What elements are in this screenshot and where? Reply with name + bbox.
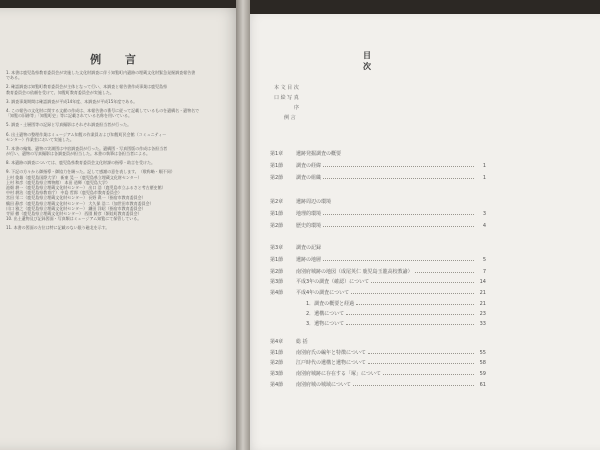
toc-leader-dots — [323, 175, 474, 179]
book-gutter — [236, 0, 250, 450]
front-matter-item: 口 絵 写 真 — [274, 95, 299, 101]
preface-line: 上村 俊雄（鹿児島国際大学） 新東 晃一（鹿児島県立埋蔵文化財センター） — [6, 174, 142, 180]
toc-leader-dots — [415, 269, 474, 273]
toc-page-number: 1 — [482, 163, 486, 169]
toc-leader-dots — [323, 211, 474, 215]
toc-leader-dots — [383, 371, 474, 375]
toc-page-number: 5 — [482, 257, 486, 263]
toc-entry-title: 地理的環境 — [296, 211, 322, 217]
preface-line: 5. 調査・土層図等の記録と写真撮影はそれぞれ調査担当者が行った。 — [6, 122, 132, 128]
toc-row[interactable] — [270, 268, 486, 274]
preface-line: 池畑 耕一（鹿児島県立埋蔵文化財センター） 出口 浩（鹿児島市立ふるさと考古歴史館） — [6, 185, 166, 190]
toc-row[interactable] — [270, 278, 486, 284]
toc-row[interactable] — [270, 256, 486, 262]
toc-page-number: 1 — [482, 175, 486, 181]
toc-leader-dots — [356, 301, 474, 305]
toc-entry-title: 江戸時代の遺構と遺物について — [296, 360, 366, 366]
preface-line: 上村 和彦（鹿児島県立博物館） 本田 道輝（鹿児島大学） — [6, 179, 110, 185]
page-title: 例 言 — [90, 53, 146, 66]
toc-number: 第4章 — [270, 339, 284, 345]
preface-line: 宮田 栄二（鹿児島県立埋蔵文化財センター） 長野 眞一（指宿市教育委員会） — [6, 195, 146, 201]
toc-entry-title: 南別府城の城域について — [296, 382, 351, 388]
preface-line: 10. 出土遺物及び記録図面・写真類はミュージアム知覧にて保管している。 — [6, 216, 142, 222]
toc-leader-dots — [368, 350, 474, 354]
right-page — [244, 14, 600, 450]
preface-line: 4. この報告の文化財に関する文献の作成は、本報告書の番号に従って記載しているものを遺構名・遺物名で — [6, 107, 200, 113]
toc-entry-title: 遺跡周辺の環境 — [296, 199, 332, 205]
toc-number: 第3章 — [270, 245, 284, 251]
preface-line: である。 — [6, 75, 22, 81]
toc-leader-dots — [323, 163, 474, 167]
toc-entry-title: 3．遺物について — [306, 321, 345, 327]
toc-leader-dots — [346, 311, 474, 315]
toc-number: 第2節 — [270, 269, 284, 275]
toc-page-number: 23 — [479, 311, 486, 317]
toc-leader-dots — [371, 279, 474, 283]
toc-page-number: 21 — [479, 301, 486, 307]
toc-entry-title: 南別府城跡の地図（成尾英仁 鹿児島玉龍高校教諭） — [296, 269, 413, 275]
toc-entry-title: 遺跡発掘調査の概要 — [296, 151, 342, 157]
toc-number: 第1節 — [270, 211, 284, 217]
toc-entry-title: 2．遺構について — [306, 311, 345, 317]
preface-line: 9. 下記の方々から御指導・御協力を賜った。記して感謝の意を表します。（敬称略・順不同） — [6, 169, 175, 175]
toc-row[interactable] — [270, 210, 486, 216]
toc-number: 第3節 — [270, 279, 284, 285]
preface-line: 8. 本遺跡の調査については、鹿児島県教育委員会文化財課の指導・助言を受けた。 — [6, 160, 156, 166]
toc-entry-title: 南別府氏の編年と特徴について — [296, 350, 366, 356]
toc-leader-dots — [351, 290, 474, 294]
toc-entry-title: 調査の記録 — [296, 245, 322, 251]
toc-page-number: 59 — [479, 371, 486, 377]
preface-line: 「知覧の旧跡等」「知覧町史」等に記載されている名称を用いている。 — [6, 113, 132, 119]
preface-line: 7. 本書の編集、遺物の実測図は中宿調査員が行った。遺構図・写真図版の作成は各担当者 — [6, 145, 168, 151]
toc-row[interactable] — [270, 338, 486, 344]
toc-page-number: 58 — [479, 360, 486, 366]
preface-line: 2. 確認調査は知覧町教育委員会が主体となって行い、本調査と報告書作成事業は鹿児島県 — [6, 84, 168, 90]
toc-number: 第4節 — [270, 290, 284, 296]
toc-number: 第2節 — [270, 360, 284, 366]
toc-number: 第1節 — [270, 350, 284, 356]
toc-row[interactable] — [270, 370, 486, 376]
toc-row[interactable] — [270, 150, 486, 156]
toc-entry-title: 総 括 — [296, 339, 308, 345]
toc-page-number: 21 — [479, 290, 486, 296]
preface-line: 川口 雅之（鹿児島県立埋蔵文化財センター） 鎌田 洋昭（指宿市教育委員会） — [6, 205, 146, 211]
toc-entry-title: 調査の経緯 — [296, 163, 322, 169]
front-matter-item: 序 — [294, 105, 300, 111]
toc-entry-title: 平成4年の調査について — [296, 290, 350, 296]
toc-number: 第1章 — [270, 151, 284, 157]
toc-row[interactable] — [270, 359, 486, 365]
toc-leader-dots — [323, 223, 474, 227]
preface-line: 教育委員会の依頼を受けて、知覧町教育委員会が実施した。 — [6, 89, 114, 95]
toc-number: 第1節 — [270, 163, 284, 169]
toc-number: 第2章 — [270, 199, 284, 205]
toc-row[interactable] — [270, 289, 486, 295]
preface-line: 11. 本書の図面の方位は特に記載のない限り磁北を示す。 — [6, 225, 110, 231]
front-matter-item: 本 文 目 次 — [274, 85, 299, 91]
toc-page-number: 33 — [479, 321, 486, 327]
preface-line: 6. 出土遺物の整理作業はミュージアム知覧の作業員および知覧町民会館（コミュニティー — [6, 131, 167, 137]
front-matter-item: 例 言 — [284, 115, 296, 121]
toc-entry-title: 南別府城跡に存在する「塚」について — [296, 371, 381, 377]
preface-line: センター）作業室において実施した。 — [6, 136, 74, 142]
toc-number: 第2節 — [270, 223, 284, 229]
toc-number: 第4節 — [270, 382, 284, 388]
toc-page-number: 7 — [482, 269, 486, 275]
toc-row[interactable] — [270, 174, 486, 180]
toc-leader-dots — [323, 257, 474, 261]
left-page — [0, 8, 244, 450]
toc-row[interactable] — [270, 310, 486, 316]
toc-row[interactable] — [270, 222, 486, 228]
toc-list — [244, 14, 600, 450]
toc-row[interactable] — [270, 162, 486, 168]
toc-page-number: 55 — [479, 350, 486, 356]
toc-number: 第3節 — [270, 371, 284, 377]
toc-entry-title: 1．調査の概要と経過 — [306, 301, 355, 307]
toc-page-number: 4 — [482, 223, 486, 229]
preface-line: 寺原 徹（鹿児島県立埋蔵文化財センター） 西園 勝彦（頴娃町教育委員会） — [6, 210, 142, 216]
toc-row[interactable] — [270, 381, 486, 387]
toc-leader-dots — [368, 360, 474, 364]
toc-row[interactable] — [270, 300, 486, 306]
preface-line: 鶴田 静彦（鹿児島県立埋蔵文化財センター） 大久保 浩二（加世田市教育委員会） — [6, 200, 154, 206]
toc-entry-title: 歴史的環境 — [296, 223, 322, 229]
toc-title: 目 次 — [363, 50, 397, 71]
toc-row[interactable] — [270, 320, 486, 326]
toc-row[interactable] — [270, 198, 486, 204]
preface-line: が行い、遺物の写真撮影は各調査員が担当した。本書の執筆は各担当者による。 — [6, 151, 150, 157]
toc-page-number: 61 — [479, 382, 486, 388]
toc-leader-dots — [346, 321, 474, 325]
toc-page-number: 14 — [479, 279, 486, 285]
toc-row[interactable] — [270, 244, 486, 250]
toc-entry-title: 遺跡の地層 — [296, 257, 322, 263]
toc-page-number: 3 — [482, 211, 486, 217]
preface-body — [6, 70, 234, 231]
preface-line: 1. 本書は鹿児島県教育委員会が実施した文化財調査に伴う知覧町内遺跡の埋蔵文化財緊急発掘調査報告書 — [6, 70, 196, 75]
preface-line: 中村 耕治（鹿児島県教育庁） 中島 哲郎（鹿児島市教育委員会） — [6, 190, 122, 196]
toc-row[interactable] — [270, 349, 486, 355]
toc-number: 第1節 — [270, 257, 284, 263]
preface-line: 3. 調査事業期間は確認調査が平成14年度、本調査が平成15年度である。 — [6, 98, 138, 104]
toc-leader-dots — [353, 382, 474, 386]
toc-entry-title: 調査の組織 — [296, 175, 322, 181]
toc-number: 第2節 — [270, 175, 284, 181]
toc-entry-title: 平成3年の調査（確認）について — [296, 279, 370, 285]
